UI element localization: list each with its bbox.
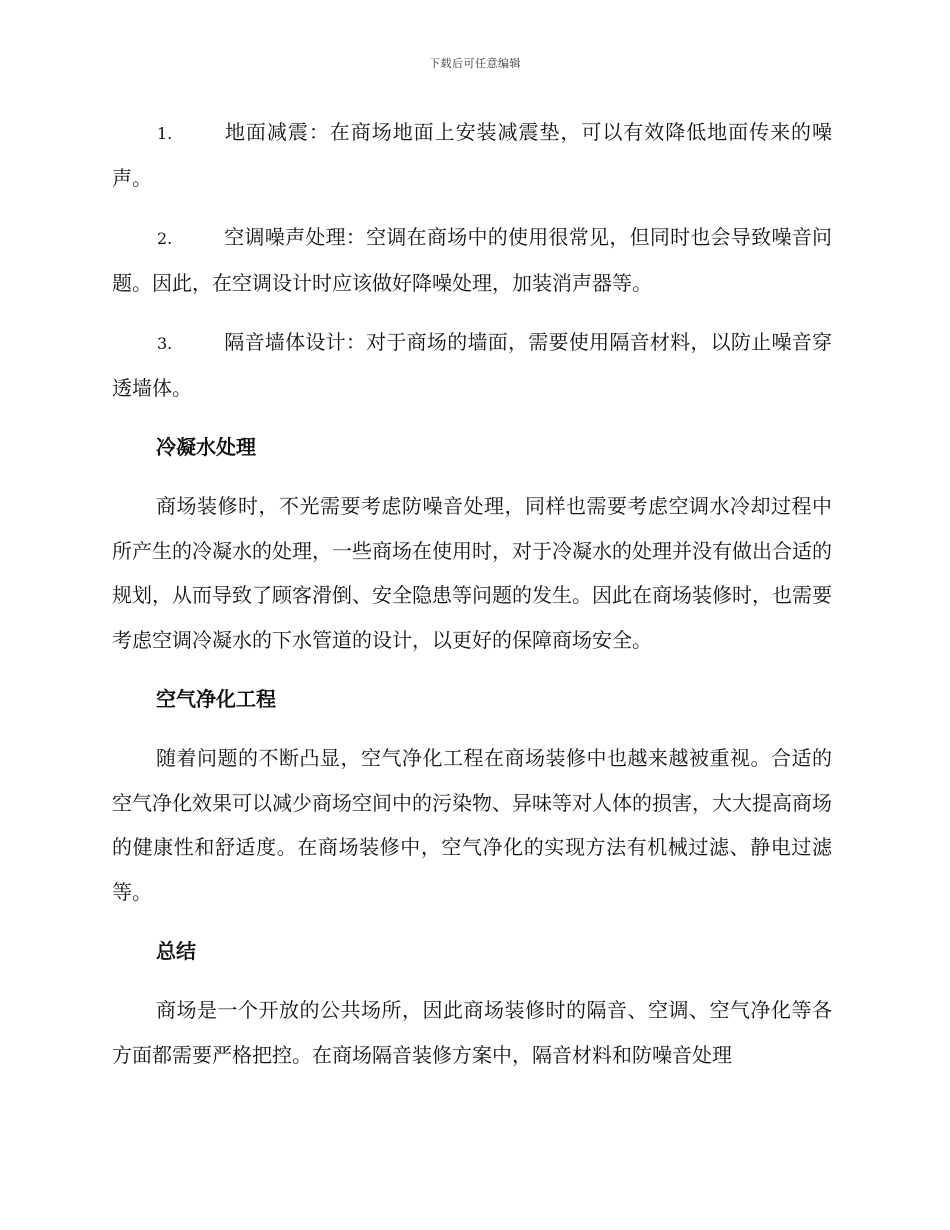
header-note: 下载后可任意编辑 (429, 57, 521, 70)
section-heading: 空气净化工程 (156, 687, 276, 711)
list-item (112, 215, 832, 305)
section-paragraph: 随着问题的不断凸显，空气净化工程在商场装修中也越来越被重视。合适的空气净化效果可以减少商场空间中的污染物、异味等对人体的损害，大大提高商场的健康性和舒适度。在商场装修中，空气净化的实现方法有机械过滤、静电过滤等。 (112, 746, 832, 904)
list-item (112, 320, 832, 410)
section-heading: 总结 (156, 939, 196, 963)
list-text: 隔音墙体设计：对于商场的墙面，需要使用隔音材料，以防止噪音穿透墙体。 (112, 330, 832, 400)
document-body (112, 110, 832, 1092)
list-number: 3. (157, 334, 173, 353)
section-paragraph: 商场是一个开放的公共场所，因此商场装修时的隔音、空调、空气净化等各方面都需要严格把控。在商场隔音装修方案中，隔音材料和防噪音处理 (112, 998, 832, 1067)
list-number: 1. (157, 124, 173, 143)
list-item (112, 110, 832, 200)
list-number: 2. (157, 229, 173, 248)
list-text: 空调噪声处理：空调在商场中的使用很常见，但同时也会导致噪音问题。因此，在空调设计时应该做好降噪处理，加装消声器等。 (112, 225, 832, 295)
section-heading: 冷凝水处理 (156, 435, 256, 459)
section-paragraph: 商场装修时，不光需要考虑防噪音处理，同样也需要考虑空调水冷却过程中所产生的冷凝水的处理，一些商场在使用时，对于冷凝水的处理并没有做出合适的规划，从而导致了顾客滑倒、安全隐患等问题的发生。因此在商场装修时，也需要考虑空调冷凝水的下水管道的设计，以更好的保障商场安全。 (112, 494, 832, 652)
list-text: 地面减震：在商场地面上安装减震垫，可以有效降低地面传来的噪声。 (112, 120, 832, 190)
